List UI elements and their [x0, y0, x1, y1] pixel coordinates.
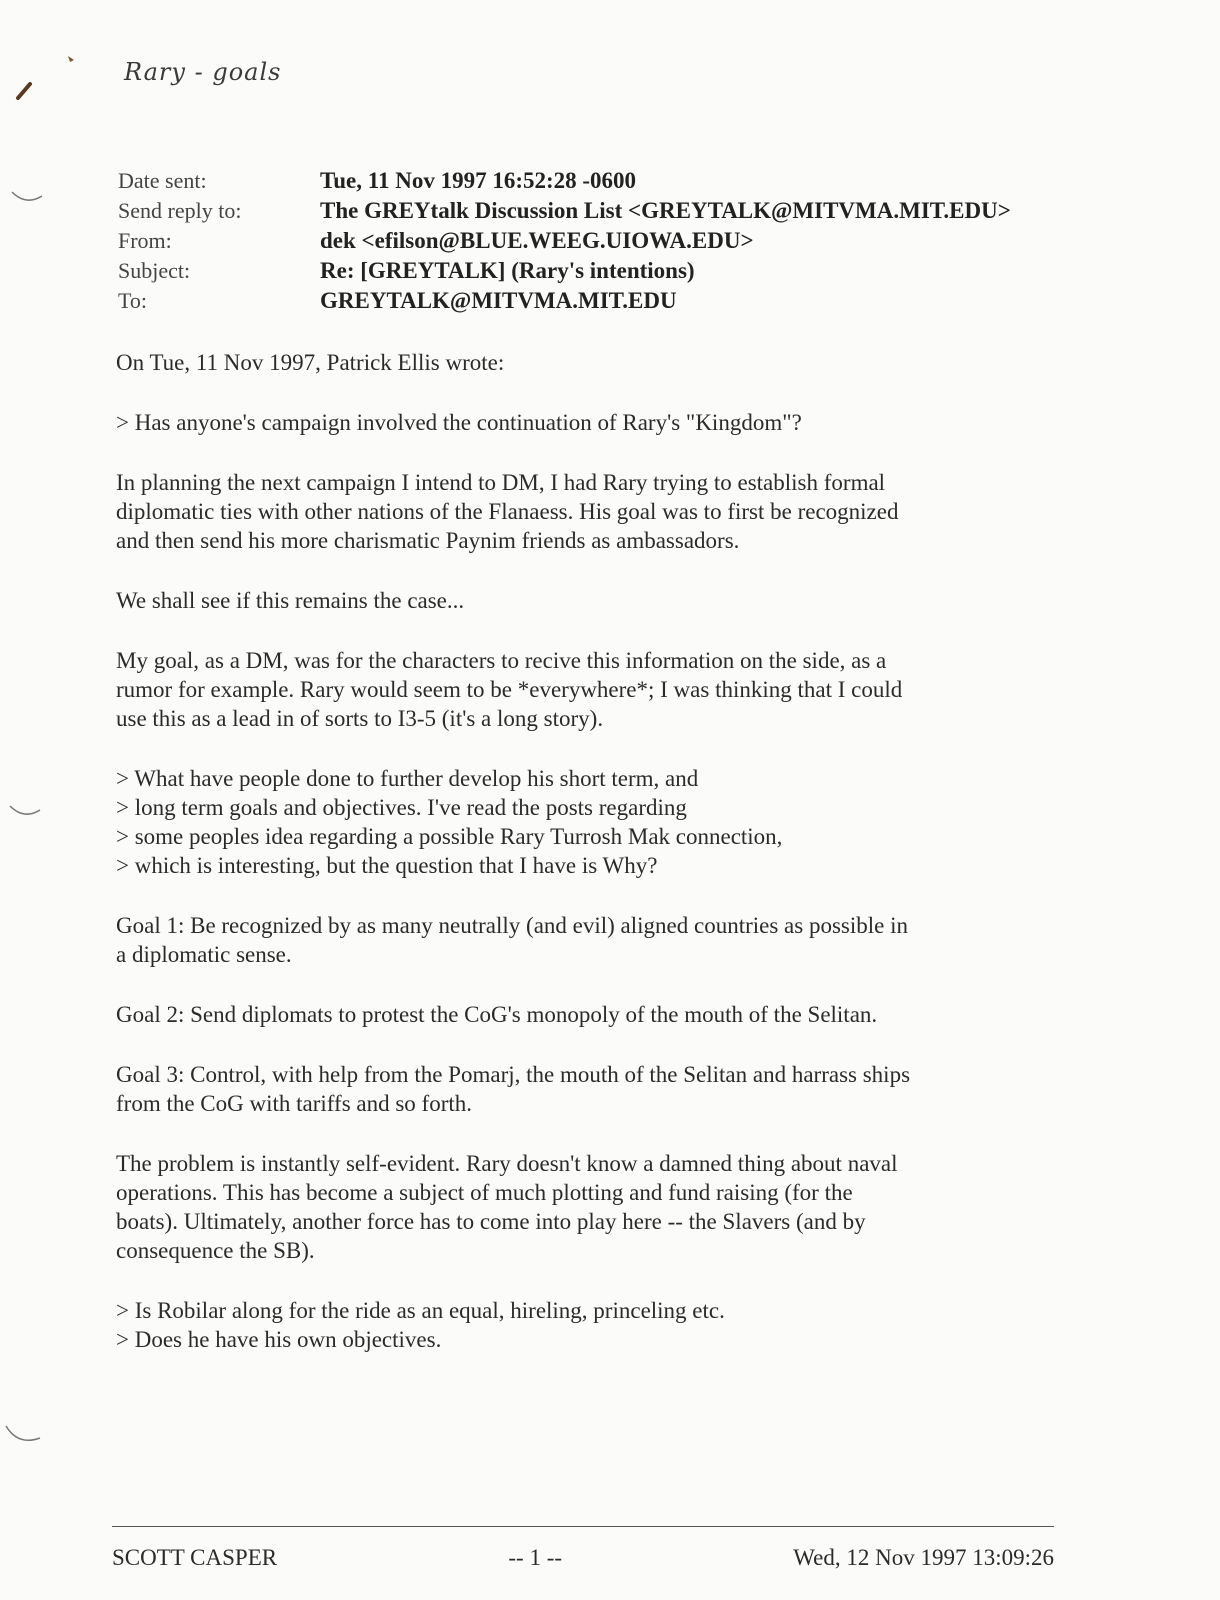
intro-line: On Tue, 11 Nov 1997, Patrick Ellis wrote:: [116, 350, 505, 375]
goal-1: Goal 1: Be recognized by as many neutrally (and evil) aligned countries as possible in a diplomatic sense.: [116, 913, 908, 967]
header-row-date: [118, 168, 1011, 198]
paragraph: The problem is instantly self-evident. Rary doesn't know a damned thing about naval operations. This has become a subject of much plotting and fund raising (for the boats). Ultimately, another force has to come into play here -- the Slavers (and by consequence the SB).: [116, 1151, 898, 1263]
header-value: Re: [GREYTALK] (Rary's intentions): [320, 258, 695, 283]
footer-timestamp: Wed, 12 Nov 1997 13:09:26: [793, 1545, 1054, 1570]
quoted-block: [116, 1296, 916, 1354]
header-label: From:: [118, 228, 172, 253]
footer-author: SCOTT CASPER: [112, 1545, 278, 1570]
header-label: Date sent:: [118, 168, 207, 193]
header-label: Send reply to:: [118, 198, 242, 223]
goal-3: Goal 3: Control, with help from the Pomarj, the mouth of the Selitan and harrass ships from the CoG with tariffs and so forth.: [116, 1062, 911, 1116]
quote-line: > some peoples idea regarding a possible Rary Turrosh Mak connection,: [116, 824, 783, 849]
quote-line: > long term goals and objectives. I've read the posts regarding: [116, 795, 687, 820]
binder-hole-mark-middle: [6, 800, 46, 824]
binder-hole-mark-top: [8, 186, 48, 210]
goal-2: Goal 2: Send diplomats to protest the CoG's monopoly of the mouth of the Selitan.: [116, 1002, 878, 1027]
handwritten-annotation: Rary - goals: [124, 58, 282, 86]
header-label: To:: [118, 288, 148, 313]
quoted-question: > Has anyone's campaign involved the continuation of Rary's "Kingdom"?: [116, 410, 802, 435]
pen-mark: [8, 48, 78, 108]
email-header: [118, 168, 1011, 318]
quote-line: > Is Robilar along for the ride as an equal, hireling, princeling etc.: [116, 1298, 725, 1323]
quote-line: > Does he have his own objectives.: [116, 1327, 442, 1352]
quote-line: > which is interesting, but the question that I have is Why?: [116, 853, 658, 878]
header-row-subject: [118, 258, 1011, 288]
footer-page-number: -- 1 --: [508, 1545, 563, 1570]
header-value: GREYTALK@MITVMA.MIT.EDU: [320, 288, 677, 313]
email-body: [116, 348, 916, 1385]
header-value: The GREYtalk Discussion List <GREYTALK@MITVMA.MIT.EDU>: [320, 198, 1011, 223]
header-row-from: [118, 228, 1011, 258]
footer-divider: [112, 1526, 1054, 1527]
paragraph: We shall see if this remains the case...: [116, 588, 465, 613]
page-footer: [112, 1545, 1054, 1571]
quoted-block: [116, 764, 916, 880]
binder-hole-mark-bottom: [2, 1420, 46, 1450]
paragraph: In planning the next campaign I intend to DM, I had Rary trying to establish formal diplomatic ties with other nations of the Flanaess. His goal was to first be recognized and then send his more charismatic Paynim friends as ambassadors.: [116, 470, 899, 553]
quote-line: > What have people done to further develop his short term, and: [116, 766, 699, 791]
header-value: Tue, 11 Nov 1997 16:52:28 -0600: [320, 168, 637, 193]
header-label: Subject:: [118, 258, 191, 283]
paragraph: My goal, as a DM, was for the characters to recive this information on the side, as a rumor for example. Rary would seem to be *everywhere*; I was thinking that I could use this as a lead in of sorts to I3-5 (it's a long story).: [116, 648, 903, 731]
header-value: dek <efilson@BLUE.WEEG.UIOWA.EDU>: [320, 228, 754, 253]
header-row-reply-to: [118, 198, 1011, 228]
header-row-to: [118, 288, 1011, 318]
